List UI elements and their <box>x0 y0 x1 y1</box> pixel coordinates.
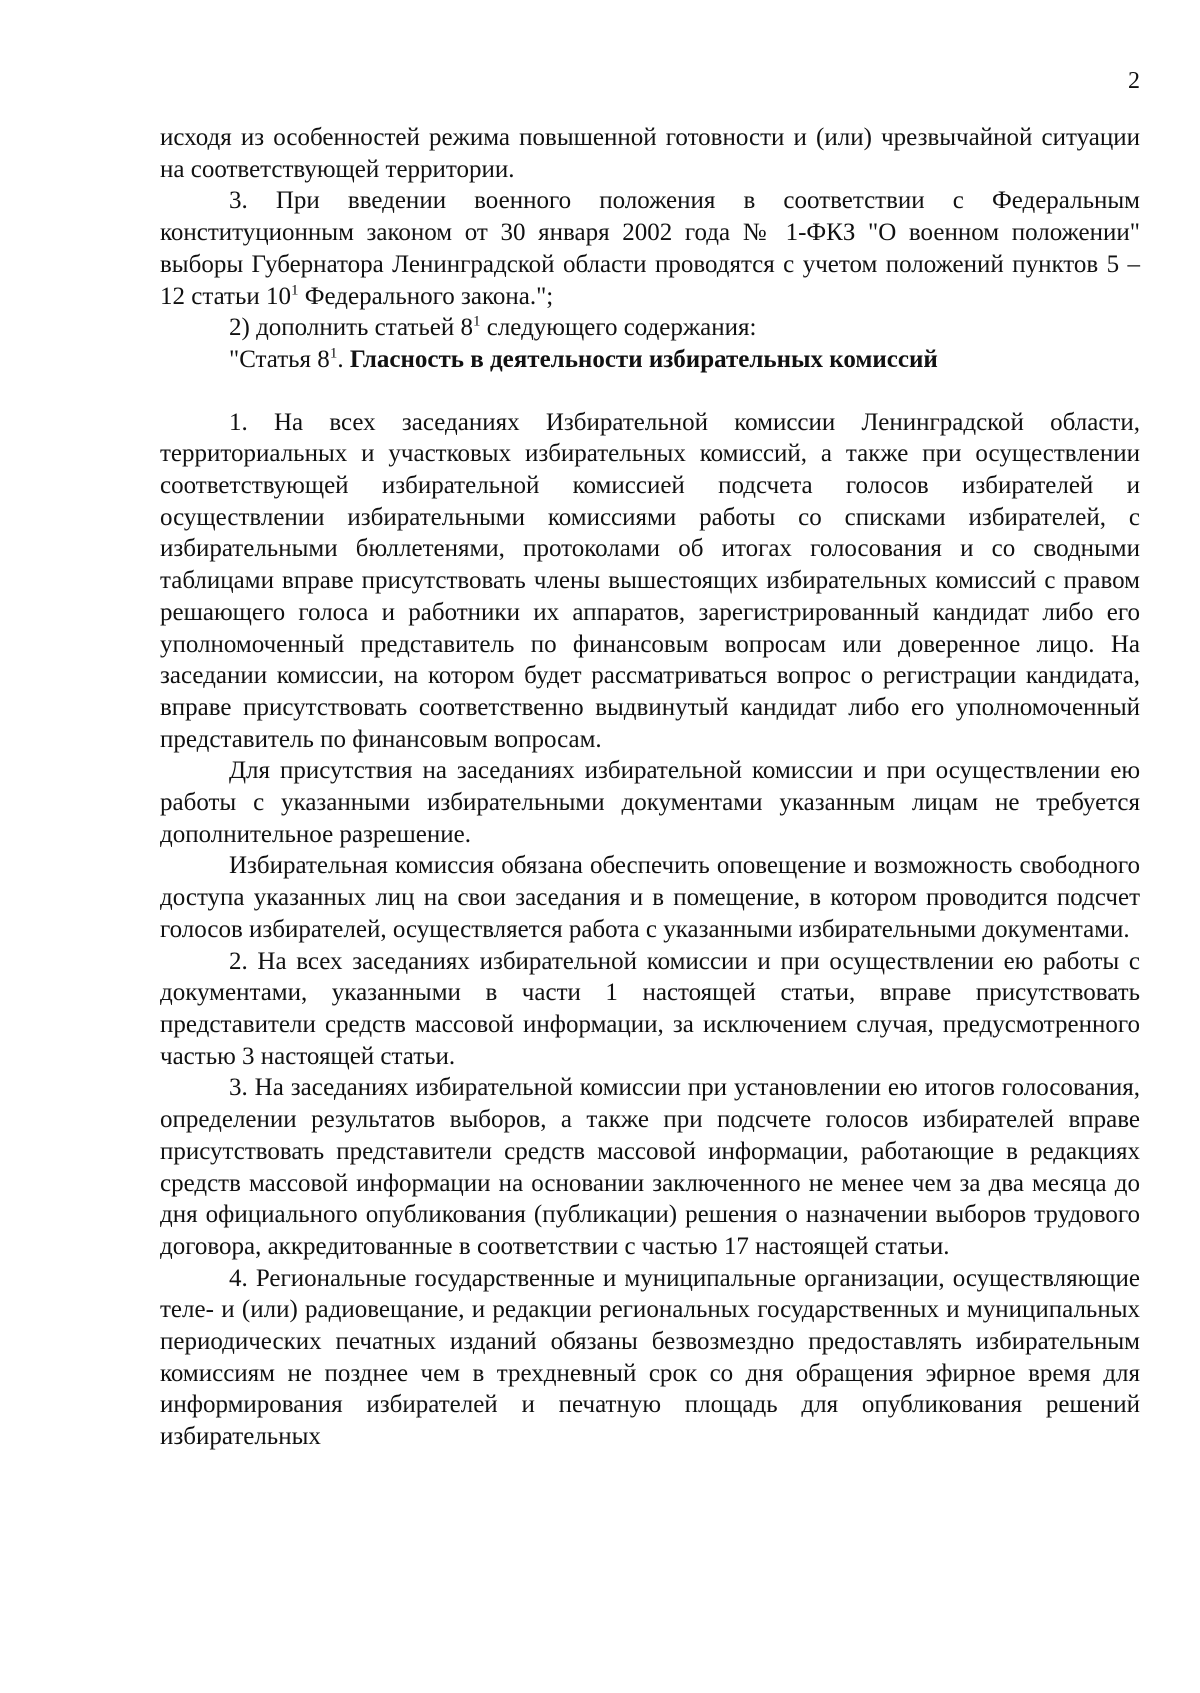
paragraph-presence: Для присутствия на заседаниях избирательной комиссии и при осуществлении ею работы с указанными избирательными документами указанным лицам не требуется дополнительное разрешение. <box>160 757 1140 848</box>
article-number: "Статья 8 <box>229 345 330 373</box>
paragraph-text: Федерального закона."; <box>298 282 554 310</box>
paragraph-part-4: 4. Региональные государственные и муниципальные организации, осуществляющие теле- и (или) радиовещание, и редакции региональных государственных и муниципальных периодических печатных изданий обязаны безвозмездно предоставлять избирательным комиссиям не позднее чем в трехдневный срок со дня обращения эфирное время для информирования избирателей и печатную площадь для опубликования решений избирательных <box>160 1264 1140 1451</box>
paragraph-notification: Избирательная комиссия обязана обеспечить оповещение и возможность свободного доступа указанных лиц на свои заседания и в помещение, в котором проводится подсчет голосов избирателей, осуществляется работа с указанными избирательными документами. <box>160 852 1140 943</box>
paragraph-text: следующего содержания: <box>480 314 757 342</box>
paragraph-text: 3. При введении военного положения в соответствии с Федеральным конституционным законом от 30 января 2002 года № 1-ФКЗ "О военном положении" выборы Губернатора Ленинградской области проводятся с учетом положений пунктов 5 – 12 статьи 10 <box>160 187 1140 310</box>
paragraph-text: 2) дополнить статьей 8 <box>229 314 473 342</box>
page-number: 2 <box>1128 68 1140 94</box>
superscript: 1 <box>472 313 481 330</box>
paragraph-continuation: исходя из особенностей режима повышенной готовности и (или) чрезвычайной ситуации на соответствующей территории. <box>160 124 1140 183</box>
paragraph-martial-law <box>160 185 1140 312</box>
article-separator: . <box>337 345 350 373</box>
paragraph-part-3: 3. На заседаниях избирательной комиссии при установлении ею итогов голосования, определении результатов выборов, а также при подсчете голосов избирателей вправе присутствовать представители средств массовой информации, работающие в редакциях средств массовой информации на основании заключенного не менее чем за два месяца до дня официального опубликования (публикации) решения о назначении выборов трудового договора, аккредитованные в соответствии с частью 17 настоящей статьи. <box>160 1074 1140 1260</box>
paragraph-part-1: 1. На всех заседаниях Избирательной комиссии Ленинградской области, территориальных и участковых избирательных комиссий, а также при осуществлении соответствующей избирательной комиссией подсчета голосов избирателей и осуществлении избирательными комиссиями работы со списками избирателей, с избирательными бюллетенями, протоколами об итогах голосования и со сводными таблицами вправе присутствовать члены вышестоящих избирательных комиссий с правом решающего голоса и работники их аппаратов, зарегистрированный кандидат либо его уполномоченный представитель по финансовым вопросам или доверенное лицо. На заседании комиссии, на котором будет рассматриваться вопрос о регистрации кандидата, вправе присутствовать соответственно выдвинутый кандидат либо его уполномоченный представитель по финансовым вопросам. <box>160 408 1140 753</box>
paragraph-amendment <box>160 312 1140 344</box>
article-title: Гласность в деятельности избирательных комиссий <box>349 345 938 373</box>
paragraph-part-2: 2. На всех заседаниях избирательной комиссии и при осуществлении ею работы с документами, указанными в части 1 настоящей статьи, вправе присутствовать представители средств массовой информации, за исключением случая, предусмотренного частью 3 настоящей статьи. <box>160 947 1140 1070</box>
document-body <box>160 122 1140 1453</box>
superscript: 1 <box>329 345 338 362</box>
superscript: 1 <box>290 282 299 299</box>
article-heading <box>160 344 1140 376</box>
